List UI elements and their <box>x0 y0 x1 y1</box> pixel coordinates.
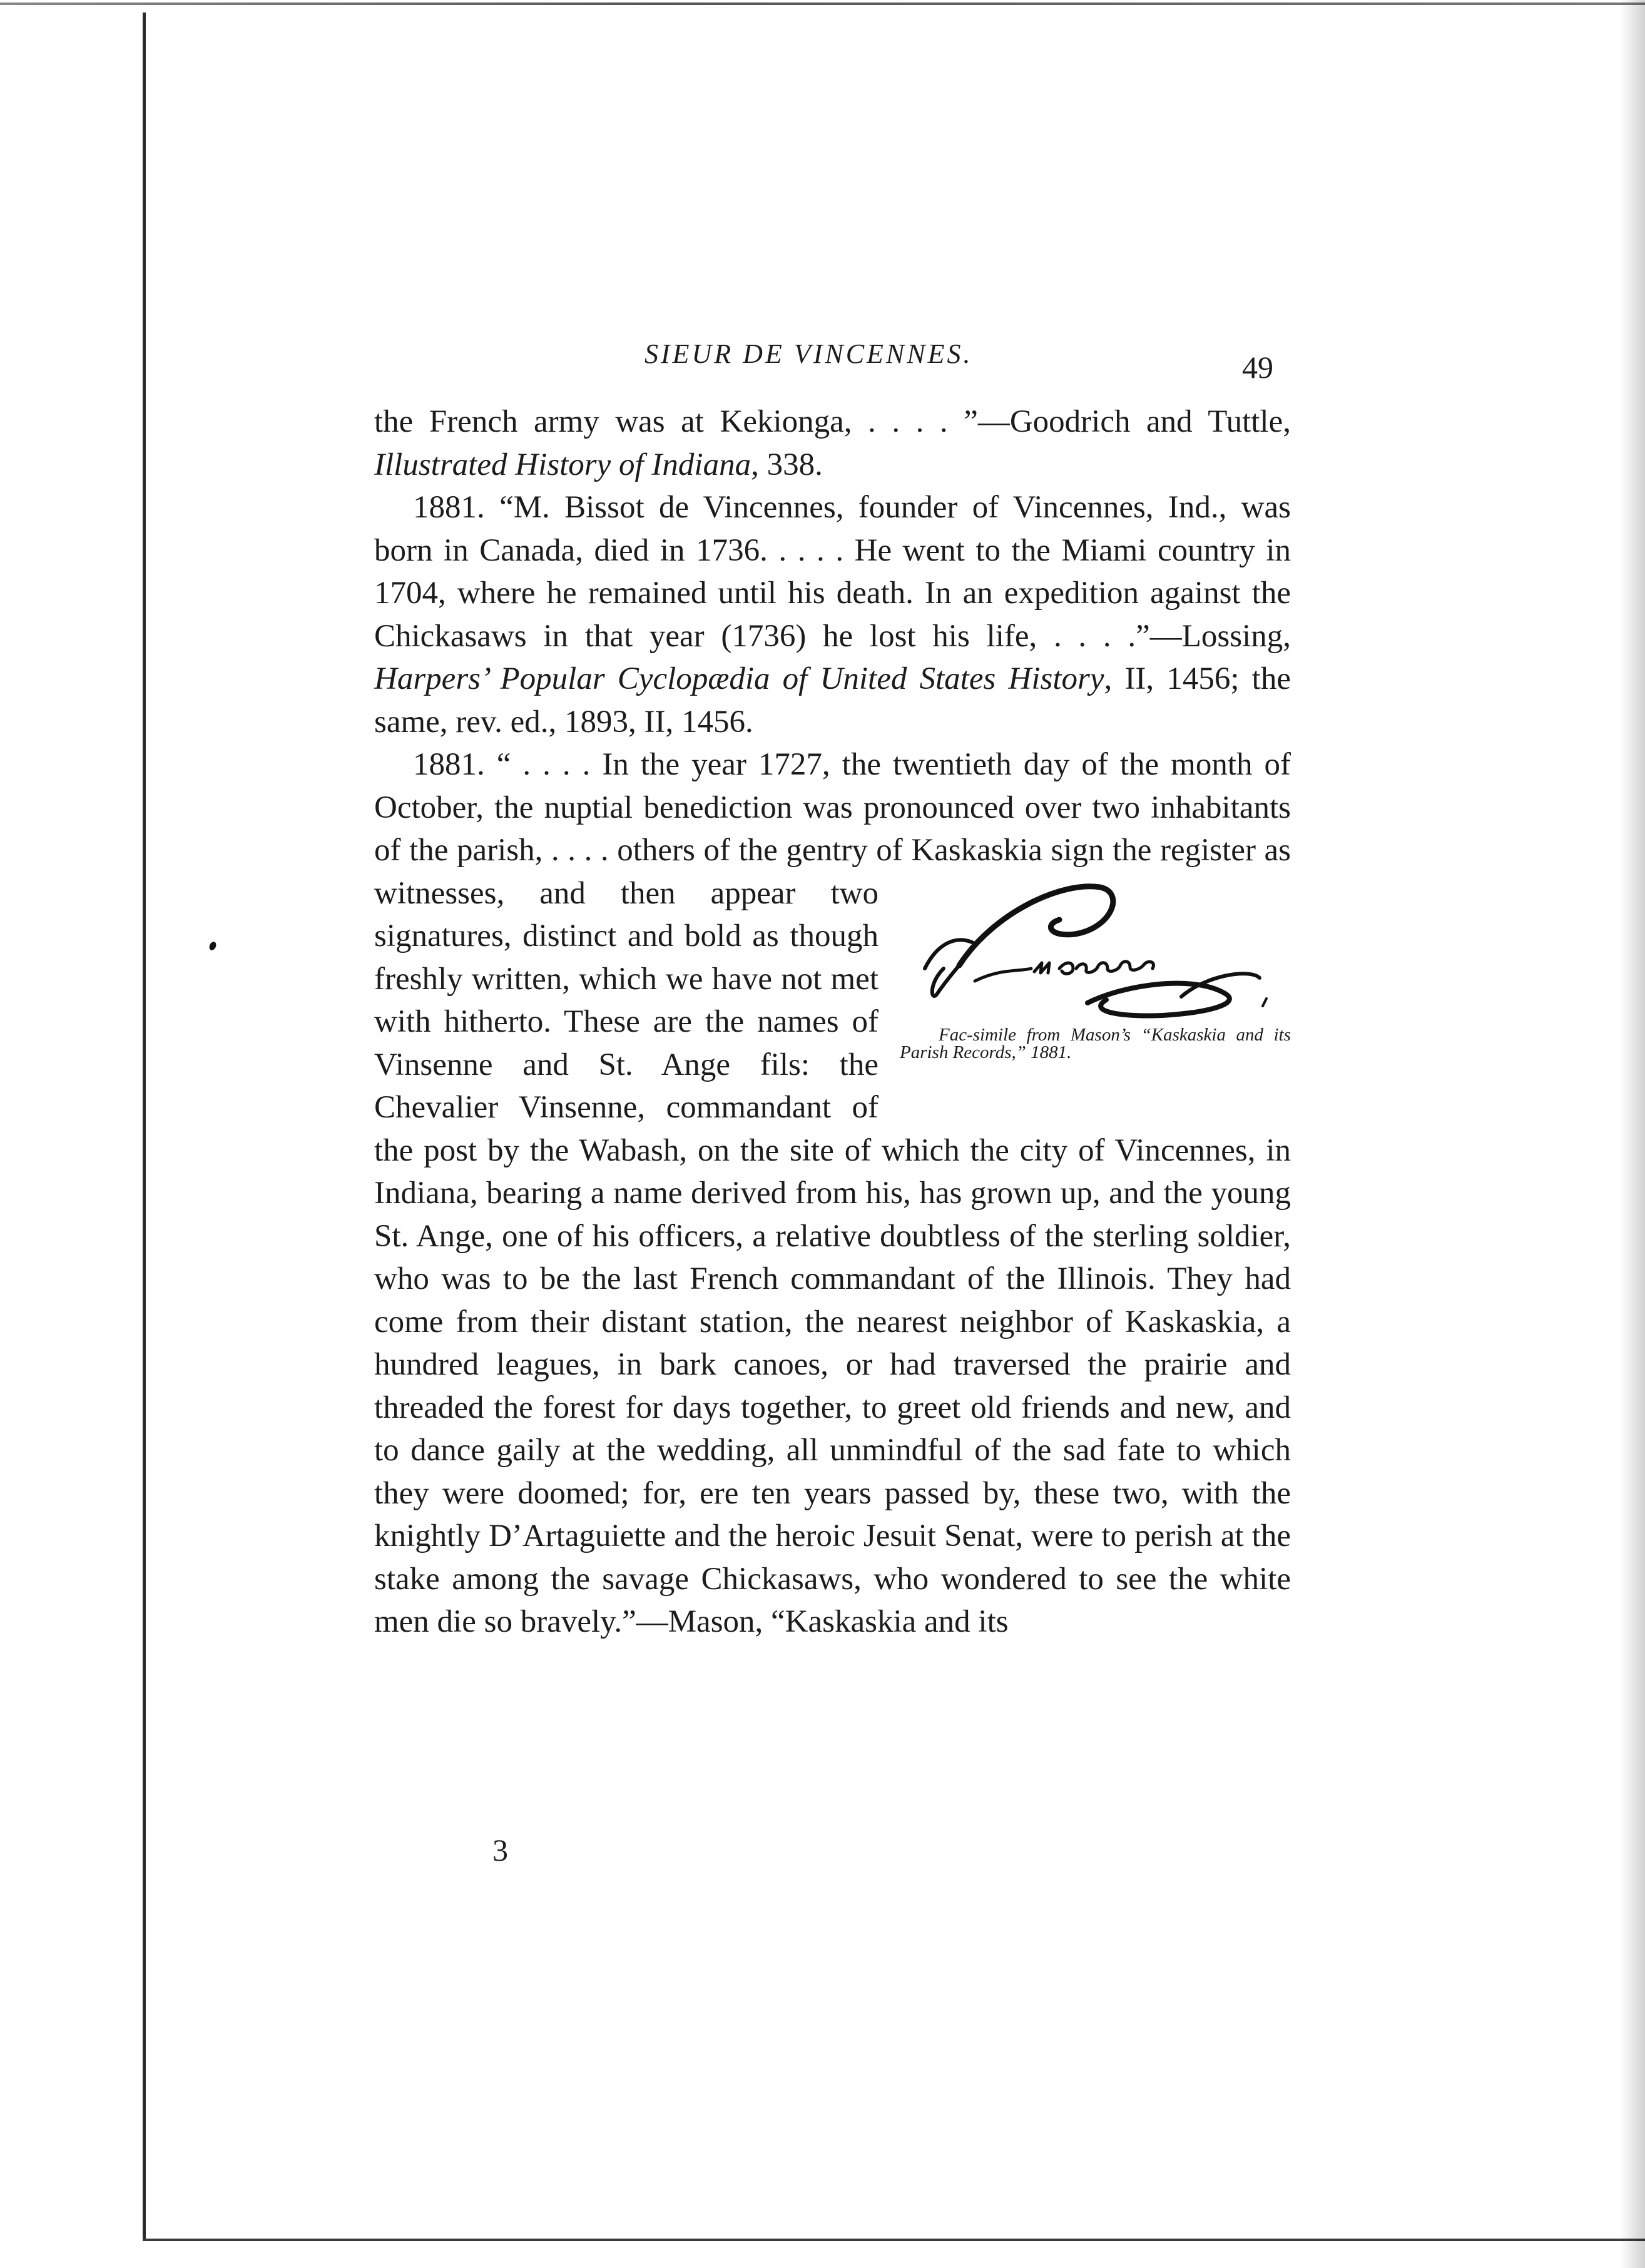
scan-edge-bottom <box>143 2239 1645 2241</box>
body-text <box>374 400 1291 1644</box>
paragraph-continuation: the French army was at Kekionga, . . . . ”—Goodrich and Tuttle, Illustrated History of Indiana, 338. <box>374 404 1291 482</box>
signature-figure <box>900 875 1291 1097</box>
running-head: SIEUR DE VINCENNES. <box>644 338 973 369</box>
page-number: 49 <box>1242 350 1273 385</box>
paragraph-lossing: 1881. “M. Bissot de Vincennes, founder of Vincennes, Ind., was born in Canada, died in 1736. . . . . He went to the Miami country in 1704, where he remained until his death. In an expedition against the Chickasaws in that year (1736) he lost his life, . . . .”—Lossing, Harpers’ Popular Cyclopædia of United States History, II, 1456; the same, rev. ed., 1893, II, 1456. <box>374 490 1291 740</box>
ink-speck <box>208 941 218 952</box>
figure-caption: Fac-simile from Mason’s “Kaskaskia and its Parish Records,” 1881. <box>900 1024 1291 1062</box>
scan-edge-left <box>143 13 146 2240</box>
vinsenne-signature <box>900 875 1291 1025</box>
signature-mark: 3 <box>492 1833 508 1868</box>
scan-shadow-right <box>1620 0 1645 2268</box>
scan-edge-top <box>0 3 1645 5</box>
paragraph-mason: 1881. “ . . . . In the year 1727, the twentieth day of the month of October, the nuptial benediction was pronounced over two inhabitants of the parish, . . . . others of the gentry of Kaskaskia sign the register as witnesses, and Fac-simile from Mason’s “Kaskaskia and its Parish Records,” 1881. then appear two signatures, distinct and bold as though freshly written, which we have not met with hitherto. These are the names of Vinsenne and St. Ange fils: the Chevalier Vinsenne, commandant of the post by the Wabash, on the site of which the city of Vincennes, in Indiana, bearing a name derived from his, has grown up, and the young St. Ange, one of his officers, a relative doubtless of the sterling soldier, who was to be the last French commandant of the Illinois. They had come from their distant station, the nearest neighbor of Kaskaskia, a hundred leagues, in bark canoes, or had traversed the prairie and threaded the forest for days together, to greet old friends and new, and to dance gaily at the wedding, all unmindful of the sad fate to which they were doomed; for, ere ten years passed by, these two, with the knightly D’Artaguiette and the heroic Jesuit Senat, were to perish at the stake among the savage Chickasaws, who wondered to see the white men die so bravely.”—Mason, “Kaskaskia and its <box>374 747 1291 1639</box>
